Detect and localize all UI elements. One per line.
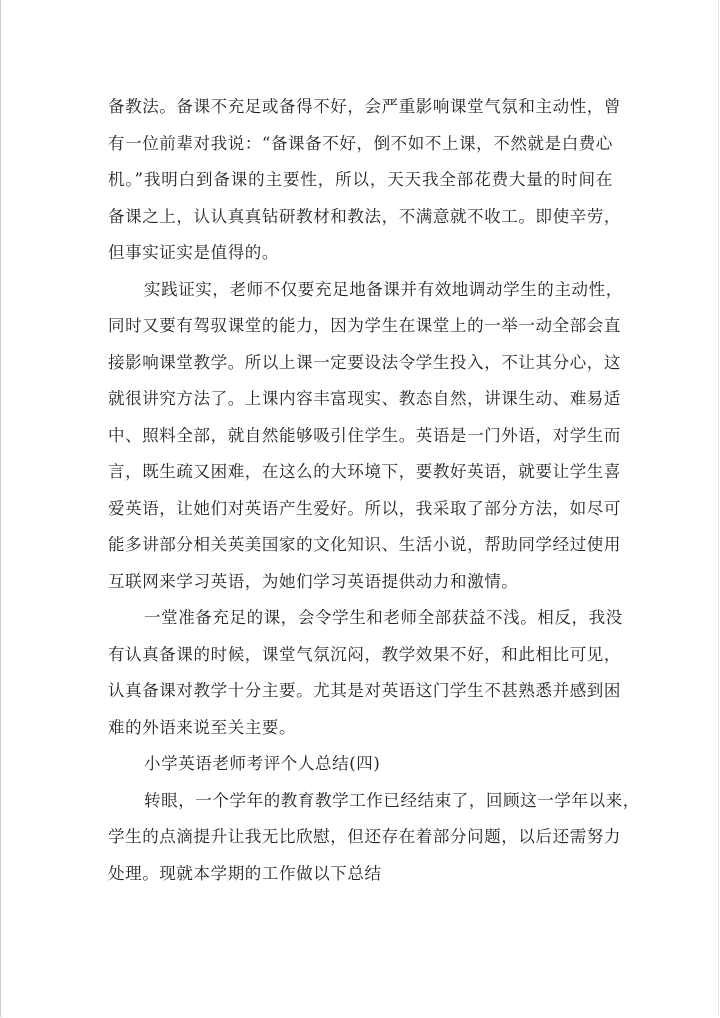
text-line: 但事实证实是值得的。 — [108, 243, 279, 262]
section-heading: 小学英语老师考评个人总结(四) — [144, 754, 381, 773]
text-line: 转眼，一个学年的教育教学工作已经结束了，回顾这一学年以来， — [144, 790, 640, 810]
text-line: 互联网来学习英语，为她们学习英语提供动力和激情。 — [108, 571, 519, 591]
text-line: 就很讲究方法了。上课内容丰富现实、教态自然，讲课生动、难易适 — [108, 389, 621, 408]
text-line: 言，既生疏又困难，在这么的大环境下，要教好英语，就要让学生喜 — [108, 462, 621, 481]
document-body — [108, 89, 640, 892]
text-line: 实践证实，老师不仅要充足地备课并有效地调动学生的主动性， — [144, 279, 623, 299]
text-line: 难的外语来说至关主要。 — [108, 717, 297, 737]
text-line: 机。”我明白到备课的主要性，所以，天天我全部花费大量的时间在 — [108, 170, 613, 189]
text-line: 备教法。备课不充足或备得不好，会严重影响课堂气氛和主动性，曾 — [108, 97, 621, 116]
text-line: 认真备课对教学十分主要。尤其是对英语这门学生不甚熟悉并感到困 — [108, 681, 621, 700]
text-line: 处理。现就本学期的工作做以下总结 — [108, 863, 382, 883]
text-line: 备课之上，认认真真钻研教材和教法，不满意就不收工。即使辛劳， — [108, 206, 621, 226]
text-line: 接影响课堂教学。所以上课一定要设法令学生投入，不让其分心，这 — [108, 352, 621, 372]
text-line: 同时又要有驾驭课堂的能力，因为学生在课堂上的一举一动全部会直 — [108, 316, 621, 335]
text-line: 有认真备课的时候，课堂气氛沉闷，教学效果不好，和此相比可见， — [108, 644, 621, 664]
text-line: 爱英语，让她们对英语产生爱好。所以，我采取了部分方法，如尽可 — [108, 498, 621, 518]
text-line: 有一位前辈对我说：“备课备不好，倒不如不上课，不然就是白费心 — [108, 133, 613, 153]
text-line: 学生的点滴提升让我无比欣慰，但还存在着部分问题，以后还需努力 — [108, 827, 621, 846]
text-line: 中、照料全部，就自然能够吸引住学生。英语是一门外语，对学生而 — [108, 425, 621, 445]
text-line: 能多讲部分相关英美国家的文化知识、生活小说，帮助同学经过使用 — [108, 535, 621, 554]
text-line: 一堂准备充足的课，会令学生和老师全部获益不浅。相反，我没 — [144, 608, 623, 627]
